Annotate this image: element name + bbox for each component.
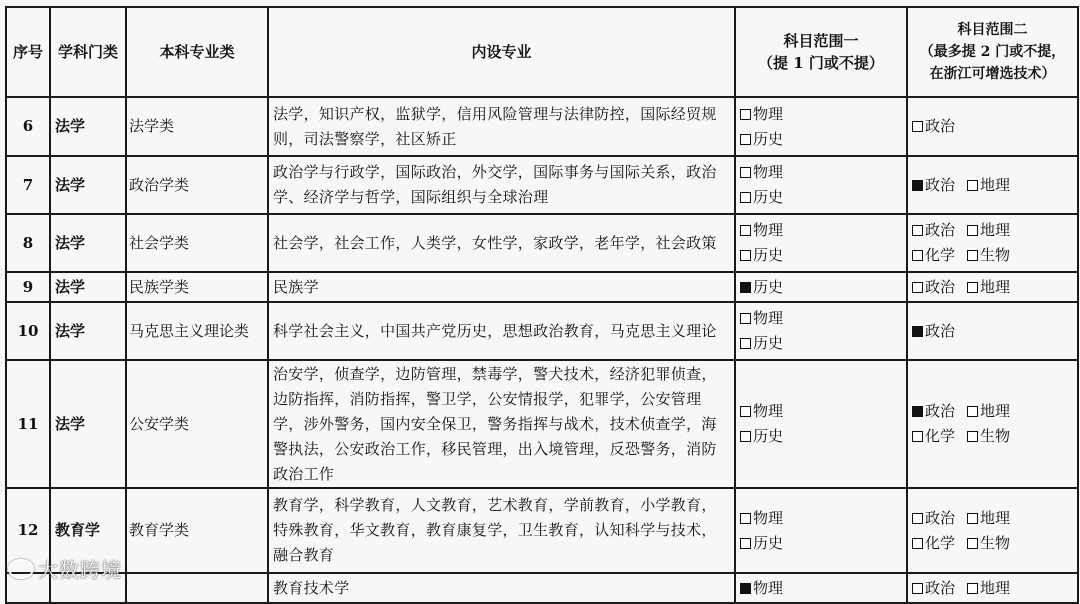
checkbox-item: [967, 579, 1010, 597]
table-row: [6, 488, 1078, 573]
subject-label: 历史: [753, 334, 784, 352]
checkbox-empty-icon: [912, 250, 923, 261]
subject-label: 地理: [980, 578, 1011, 597]
header-seq: 序号: [6, 7, 50, 97]
checkbox-item: [967, 534, 1010, 552]
row-range2: [907, 488, 1078, 573]
checkbox-empty-icon: [967, 431, 978, 442]
subject-label: 历史: [753, 277, 784, 296]
checkbox-empty-icon: [967, 583, 978, 594]
checkbox-item: [740, 402, 783, 420]
row-seq: 8: [6, 214, 50, 272]
row-majors: 民族学: [268, 272, 735, 302]
checkbox-filled-icon: [912, 326, 923, 337]
checkbox-empty-icon: [912, 583, 923, 594]
subject-label: 历史: [753, 533, 784, 552]
subject-label: 历史: [753, 246, 784, 264]
row-category: 马克思主义理论类: [126, 302, 268, 360]
row-majors: 治安学，侦查学，边防管理，禁毒学，警犬技术，经济犯罪侦查，边防指挥，消防指挥，警卫学，公安情报学，犯罪学，公安管理学，涉外警务，国内安全保卫，警务指挥与战术，技术侦查学，海警执法，公安政治工作，移民管理，出入境管理，反恐警务，消防政治工作: [268, 360, 735, 488]
table-row: [6, 573, 1078, 603]
table-row: [6, 272, 1078, 302]
table-row: [6, 156, 1078, 214]
checkbox-filled-icon: [912, 180, 923, 191]
checkbox-empty-icon: [740, 250, 751, 261]
row-discipline: 法学: [50, 302, 126, 360]
checkbox-empty-icon: [740, 406, 751, 417]
row-majors: 政治学与行政学，国际政治，外交学，国际事务与国际关系，政治学、经济学与哲学，国际组织与全球治理: [268, 156, 735, 214]
row-range2: [907, 360, 1078, 488]
checkbox-item: [912, 221, 955, 239]
row-range1: [735, 156, 907, 214]
checkbox-item: [740, 427, 783, 445]
row-range2: [907, 156, 1078, 214]
checkbox-item: [912, 246, 955, 264]
checkbox-item: [967, 176, 1010, 194]
row-range1: [735, 488, 907, 573]
checkbox-item: [740, 246, 783, 264]
row-seq: 12: [6, 488, 50, 573]
checkbox-item: [740, 163, 783, 181]
row-majors: 科学社会主义，中国共产党历史，思想政治教育，马克思主义理论: [268, 302, 735, 360]
checkbox-item: [740, 309, 783, 327]
row-majors: 教育技术学: [268, 573, 735, 603]
checkbox-item: [740, 188, 783, 206]
row-range1: [735, 302, 907, 360]
checkbox-empty-icon: [912, 225, 923, 236]
subject-label: 政治: [925, 578, 956, 597]
row-category: 法学类: [126, 97, 268, 156]
subject-label: 政治: [925, 321, 956, 340]
checkbox-empty-icon: [967, 225, 978, 236]
checkbox-item: [912, 427, 955, 445]
watermark: 大数跨境: [8, 554, 122, 583]
row-range2: [907, 214, 1078, 272]
subject-label: 物理: [753, 309, 784, 327]
row-seq: 9: [6, 272, 50, 302]
checkbox-empty-icon: [967, 538, 978, 549]
header-range2: 科目范围二 （最多提 2 门或不提， 在浙江可增选技术）: [907, 7, 1078, 97]
row-seq: 11: [6, 360, 50, 488]
header-range1: 科目范围一 （提 1 门或不提）: [735, 7, 907, 97]
row-seq: 6: [6, 97, 50, 156]
checkbox-empty-icon: [740, 313, 751, 324]
row-seq: 7: [6, 156, 50, 214]
checkbox-empty-icon: [912, 538, 923, 549]
checkbox-item: [740, 579, 783, 597]
row-category: 教育学类: [126, 488, 268, 573]
subject-label: 生物: [980, 427, 1011, 445]
subject-label: 化学: [925, 533, 956, 552]
checkbox-empty-icon: [967, 180, 978, 191]
checkbox-item: [912, 579, 955, 597]
header-majors: 内设专业: [268, 7, 735, 97]
subject-label: 物理: [753, 163, 784, 181]
row-range1: [735, 272, 907, 302]
checkbox-item: [740, 534, 783, 552]
checkbox-empty-icon: [740, 513, 751, 524]
subject-label: 政治: [925, 508, 956, 527]
checkbox-item: [912, 322, 955, 340]
row-range2: [907, 302, 1078, 360]
row-range1: [735, 97, 907, 156]
subject-label: 化学: [925, 246, 956, 264]
checkbox-item: [740, 278, 783, 296]
subject-label: 地理: [980, 508, 1011, 527]
subject-label: 地理: [980, 175, 1011, 194]
subject-label: 历史: [753, 129, 784, 148]
checkbox-item: [912, 534, 955, 552]
checkbox-item: [967, 402, 1010, 420]
checkbox-filled-icon: [740, 282, 751, 293]
checkbox-empty-icon: [967, 250, 978, 261]
subject-label: 物理: [753, 402, 784, 420]
table-row: [6, 97, 1078, 156]
row-category: 民族学类: [126, 272, 268, 302]
row-range1: [735, 360, 907, 488]
checkbox-item: [967, 221, 1010, 239]
table-row: [6, 214, 1078, 272]
watermark-logo-icon: [8, 559, 34, 579]
subject-label: 历史: [753, 188, 784, 206]
checkbox-item: [912, 278, 955, 296]
subject-label: 生物: [980, 533, 1011, 552]
subject-label: 地理: [980, 221, 1011, 239]
checkbox-item: [912, 402, 955, 420]
subject-label: 政治: [925, 117, 956, 135]
checkbox-empty-icon: [740, 109, 751, 120]
subject-label: 生物: [980, 246, 1011, 264]
checkbox-empty-icon: [740, 192, 751, 203]
row-majors: 法学，知识产权，监狱学，信用风险管理与法律防控，国际经贸规则，司法警察学，社区矫正: [268, 97, 735, 156]
row-discipline: 教育学: [50, 488, 126, 573]
subject-label: 化学: [925, 427, 956, 445]
header-category: 本科专业类: [126, 7, 268, 97]
checkbox-item: [967, 278, 1010, 296]
checkbox-empty-icon: [740, 167, 751, 178]
row-range2: [907, 97, 1078, 156]
checkbox-item: [740, 509, 783, 527]
row-category: [126, 573, 268, 603]
checkbox-empty-icon: [740, 431, 751, 442]
row-seq: 10: [6, 302, 50, 360]
row-discipline: 法学: [50, 214, 126, 272]
checkbox-empty-icon: [967, 282, 978, 293]
checkbox-item: [912, 509, 955, 527]
table-body: [6, 97, 1078, 603]
checkbox-item: [740, 105, 783, 123]
subject-label: 地理: [980, 277, 1011, 296]
subject-label: 地理: [980, 402, 1011, 420]
row-majors: 教育学，科学教育，人文教育，艺术教育，学前教育，小学教育，特殊教育，华文教育，教育康复学，卫生教育，认知科学与技术，融合教育: [268, 488, 735, 573]
checkbox-empty-icon: [740, 338, 751, 349]
row-range2: [907, 272, 1078, 302]
subject-label: 物理: [753, 104, 784, 123]
header-discipline: 学科门类: [50, 7, 126, 97]
subject-label: 政治: [925, 221, 956, 239]
checkbox-item: [912, 117, 955, 135]
row-discipline: 法学: [50, 360, 126, 488]
checkbox-item: [740, 130, 783, 148]
checkbox-item: [740, 334, 783, 352]
row-range1: [735, 573, 907, 603]
row-discipline: 法学: [50, 272, 126, 302]
subject-label: 物理: [753, 508, 784, 527]
checkbox-empty-icon: [912, 121, 923, 132]
row-category: 社会学类: [126, 214, 268, 272]
row-discipline: 法学: [50, 97, 126, 156]
row-range1: [735, 214, 907, 272]
table-row: [6, 302, 1078, 360]
checkbox-empty-icon: [912, 431, 923, 442]
subject-label: 历史: [753, 427, 784, 445]
checkbox-filled-icon: [740, 583, 751, 594]
checkbox-empty-icon: [740, 538, 751, 549]
subject-label: 政治: [925, 277, 956, 296]
checkbox-empty-icon: [967, 513, 978, 524]
header-row: [6, 7, 1078, 97]
checkbox-item: [967, 427, 1010, 445]
checkbox-empty-icon: [912, 513, 923, 524]
checkbox-item: [967, 509, 1010, 527]
row-category: 公安学类: [126, 360, 268, 488]
checkbox-empty-icon: [740, 225, 751, 236]
row-range2: [907, 573, 1078, 603]
subject-label: 政治: [925, 175, 956, 194]
checkbox-empty-icon: [740, 134, 751, 145]
subject-requirements-table: [5, 6, 1079, 604]
row-discipline: 法学: [50, 156, 126, 214]
row-majors: 社会学，社会工作，人类学，女性学，家政学，老年学，社会政策: [268, 214, 735, 272]
subject-label: 物理: [753, 578, 784, 597]
checkbox-item: [967, 246, 1010, 264]
checkbox-empty-icon: [967, 406, 978, 417]
subject-label: 物理: [753, 221, 784, 239]
row-category: 政治学类: [126, 156, 268, 214]
checkbox-empty-icon: [912, 282, 923, 293]
checkbox-filled-icon: [912, 406, 923, 417]
table-row: [6, 360, 1078, 488]
subject-label: 政治: [925, 402, 956, 420]
checkbox-item: [912, 176, 955, 194]
checkbox-item: [740, 221, 783, 239]
